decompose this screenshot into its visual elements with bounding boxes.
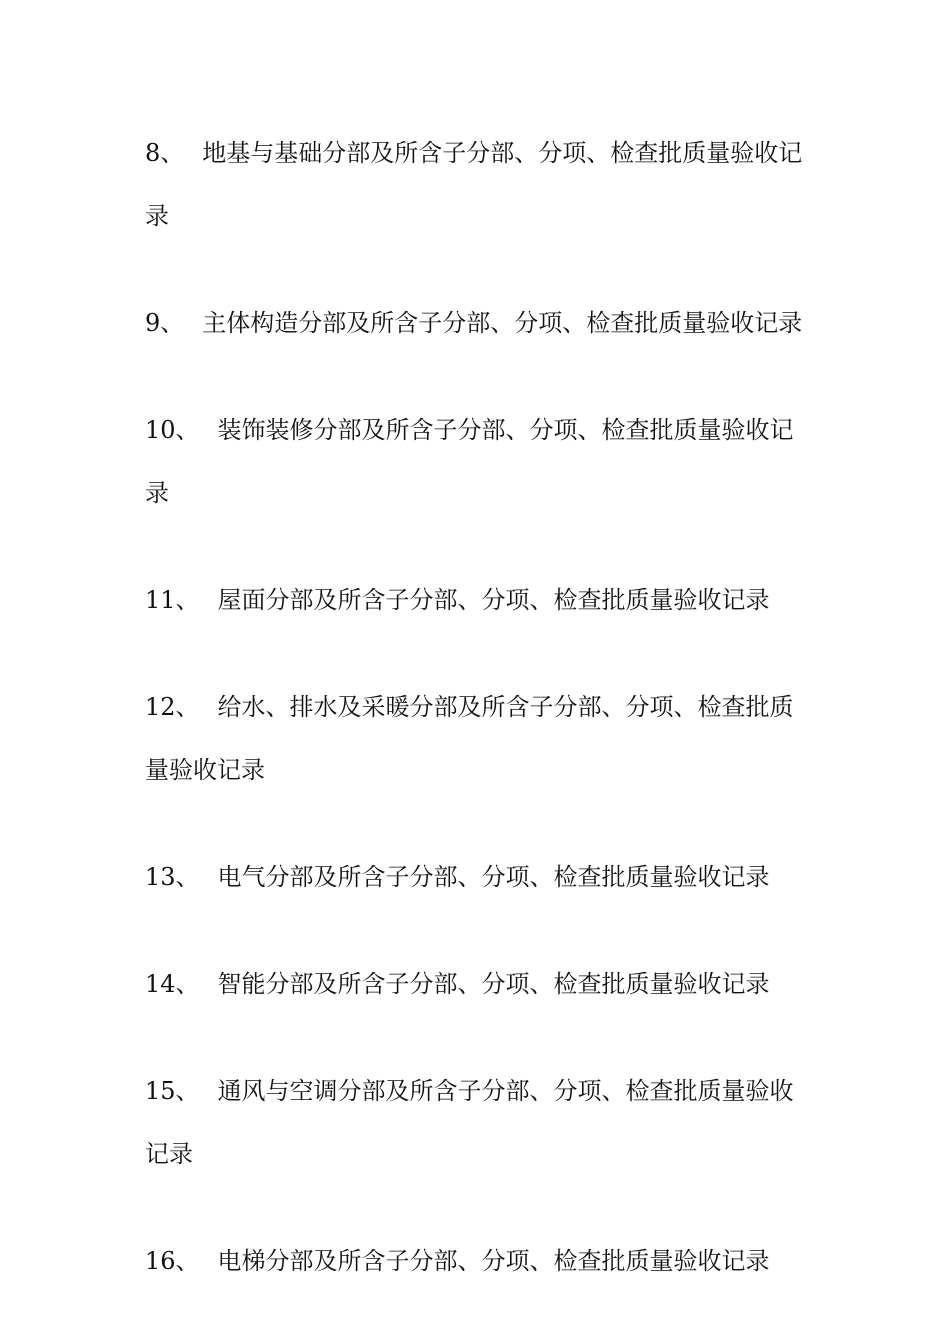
list-item [145, 676, 810, 802]
list-item [145, 569, 810, 632]
item-text: 装饰装修分部及所含子分部、分项、检查批质量验收记录 [145, 416, 794, 507]
item-text: 电气分部及所含子分部、分项、检查批质量验收记录 [217, 863, 770, 891]
list-item [145, 1230, 810, 1293]
item-number: 14、 [145, 970, 200, 998]
item-number: 15、 [145, 1077, 200, 1105]
item-number: 11、 [145, 586, 200, 614]
item-text: 通风与空调分部及所含子分部、分项、检查批质量验收记录 [145, 1077, 794, 1168]
item-number: 8、 [145, 139, 185, 167]
item-text: 屋面分部及所含子分部、分项、检查批质量验收记录 [217, 586, 770, 614]
item-number: 9、 [145, 309, 185, 337]
list-item [145, 399, 810, 525]
item-text: 给水、排水及采暖分部及所含子分部、分项、检查批质量验收记录 [145, 693, 794, 784]
item-number: 16、 [145, 1247, 200, 1275]
item-text: 电梯分部及所含子分部、分项、检查批质量验收记录 [217, 1247, 770, 1275]
list-item [145, 953, 810, 1016]
item-text: 地基与基础分部及所含子分部、分项、检查批质量验收记录 [145, 139, 803, 230]
record-list [145, 122, 810, 1337]
item-text: 智能分部及所含子分部、分项、检查批质量验收记录 [217, 970, 770, 998]
list-item [145, 122, 810, 248]
item-text: 主体构造分部及所含子分部、分项、检查批质量验收记录 [202, 309, 803, 337]
list-item [145, 292, 810, 355]
item-number: 12、 [145, 693, 200, 721]
list-item [145, 1060, 810, 1186]
list-item [145, 846, 810, 909]
item-number: 13、 [145, 863, 200, 891]
item-number: 10、 [145, 416, 200, 444]
